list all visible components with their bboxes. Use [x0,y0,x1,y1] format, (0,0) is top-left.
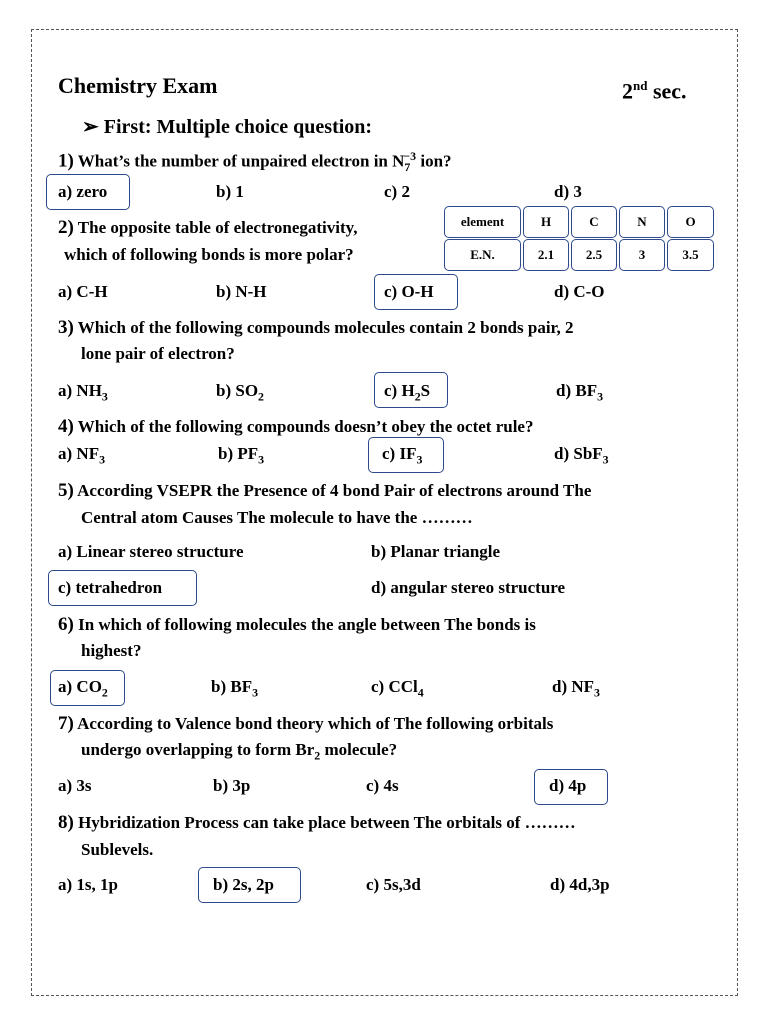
q6-option-a[interactable]: a) $CO_2$ [58,677,108,700]
table-cell-en-o: 3.5 [667,239,714,271]
q8-option-c[interactable]: c) 5s,3d [366,875,421,894]
q2-option-a[interactable]: a) C-H [58,282,108,301]
q5-option-a[interactable]: a) Linear stereo structure [58,542,244,561]
q1-option-a[interactable]: a) zero [58,182,108,201]
q2-option-d[interactable]: d) C-O [554,282,605,301]
q5-option-b[interactable]: b) Planar triangle [371,542,501,561]
q3-option-d[interactable]: d) $BF_3$ [556,381,604,404]
question-7-line-2: undergo overlapping to form $Br_2$ molecule? [81,740,398,763]
question-number: 7) [58,713,74,734]
q7-option-b[interactable]: b) 3p [213,776,251,795]
table-header-h: H [523,206,569,238]
q8-option-d[interactable]: d) 4d,3p [550,875,610,894]
section-word: sec. [652,78,687,104]
q2-option-c[interactable]: c) O-H [384,282,434,301]
table-header-o: O [667,206,714,238]
question-2 [58,218,357,238]
q8-option-b[interactable]: b) 2s, 2p [213,875,274,894]
section-number: 2 [622,78,633,104]
q4-option-b[interactable]: b) $PF_3$ [218,444,265,467]
q1-option-b[interactable]: b) 1 [216,182,244,201]
q5-option-d[interactable]: d) angular stereo structure [371,578,566,597]
ion-charge: −3 [403,149,417,163]
question-text: What’s the number of unpaired electron in N [77,151,405,171]
question-text: Which of the following compounds molecules contain 2 bonds pair, 2 [77,318,574,337]
question-8 [58,813,576,833]
question-text: The opposite table of electronegativity, [77,218,358,237]
question-1 [58,146,452,177]
q2-option-b[interactable]: b) N-H [216,282,267,301]
q5-option-c[interactable]: c) tetrahedron [58,578,163,597]
q7-option-c[interactable]: c) 4s [366,776,399,795]
q6-option-c[interactable]: c) CCl$_4$ [371,677,424,700]
question-number: 6) [58,614,74,635]
q4-option-c[interactable]: c) $IF_3$ [382,444,423,467]
question-text: In which of following molecules the angle between The bonds is [78,615,536,634]
question-5-line-2: Central atom Causes The molecule to have the ……… [81,508,473,527]
question-text: Which of the following compounds doesn’t obey the octet rule? [77,417,534,436]
question-text: According VSEPR the Presence of 4 bond Pair of electrons around The [77,481,592,500]
question-5 [58,481,591,501]
q3-option-a[interactable]: a) $NH_3$ [58,381,108,404]
table-cell-en-c: 2.5 [571,239,617,271]
question-3 [58,318,574,338]
q8-option-a[interactable]: a) 1s, 1p [58,875,118,894]
table-header-c: C [571,206,617,238]
question-7 [58,714,553,734]
question-number: 3) [58,317,74,338]
q1-option-c[interactable]: c) 2 [384,182,410,201]
section-label [622,73,687,104]
question-number: 1) [58,150,74,172]
question-number: 2) [58,217,74,238]
exam-title: Chemistry Exam [58,73,218,98]
part-heading-text: First: Multiple choice question: [103,116,373,138]
question-text: According to Valence bond theory which of The following orbitals [77,714,554,733]
q1-option-d[interactable]: d) 3 [554,182,582,201]
q3-option-c[interactable]: c) $H_2S$ [384,381,431,404]
question-8-line-2: Sublevels. [81,840,154,859]
q6-option-b[interactable]: b) $BF_3$ [211,677,259,700]
table-header-element: element [444,206,521,238]
q4-option-a[interactable]: a) $NF_3$ [58,444,106,467]
question-4 [58,417,533,437]
part-heading [82,115,372,139]
question-text-end: ion? [416,151,452,171]
table-header-n: N [619,206,665,238]
question-text: Hybridization Process can take place between The orbitals of ……… [78,813,576,832]
q3-option-b[interactable]: b) $SO_2$ [216,381,264,404]
table-cell-en-label: E.N. [444,239,521,271]
section-ordinal: nd [633,78,648,93]
question-number: 8) [58,812,74,833]
table-cell-en-n: 3 [619,239,665,271]
question-3-line-2: lone pair of electron? [81,344,235,363]
question-6-line-2: highest? [81,641,142,660]
q4-option-d[interactable]: d) SbF$_3$ [554,444,609,467]
question-number: 4) [58,416,74,437]
atomic-number: 7 [404,160,411,175]
q7-option-a[interactable]: a) 3s [58,776,92,795]
question-6 [58,615,536,635]
arrow-bullet-icon: ➢ [82,116,99,138]
question-2-line-2: which of following bonds is more polar? [64,245,354,264]
question-number: 5) [58,480,74,501]
q7-option-d[interactable]: d) 4p [549,776,587,795]
q6-option-d[interactable]: d) $NF_3$ [552,677,600,700]
table-cell-en-h: 2.1 [523,239,569,271]
